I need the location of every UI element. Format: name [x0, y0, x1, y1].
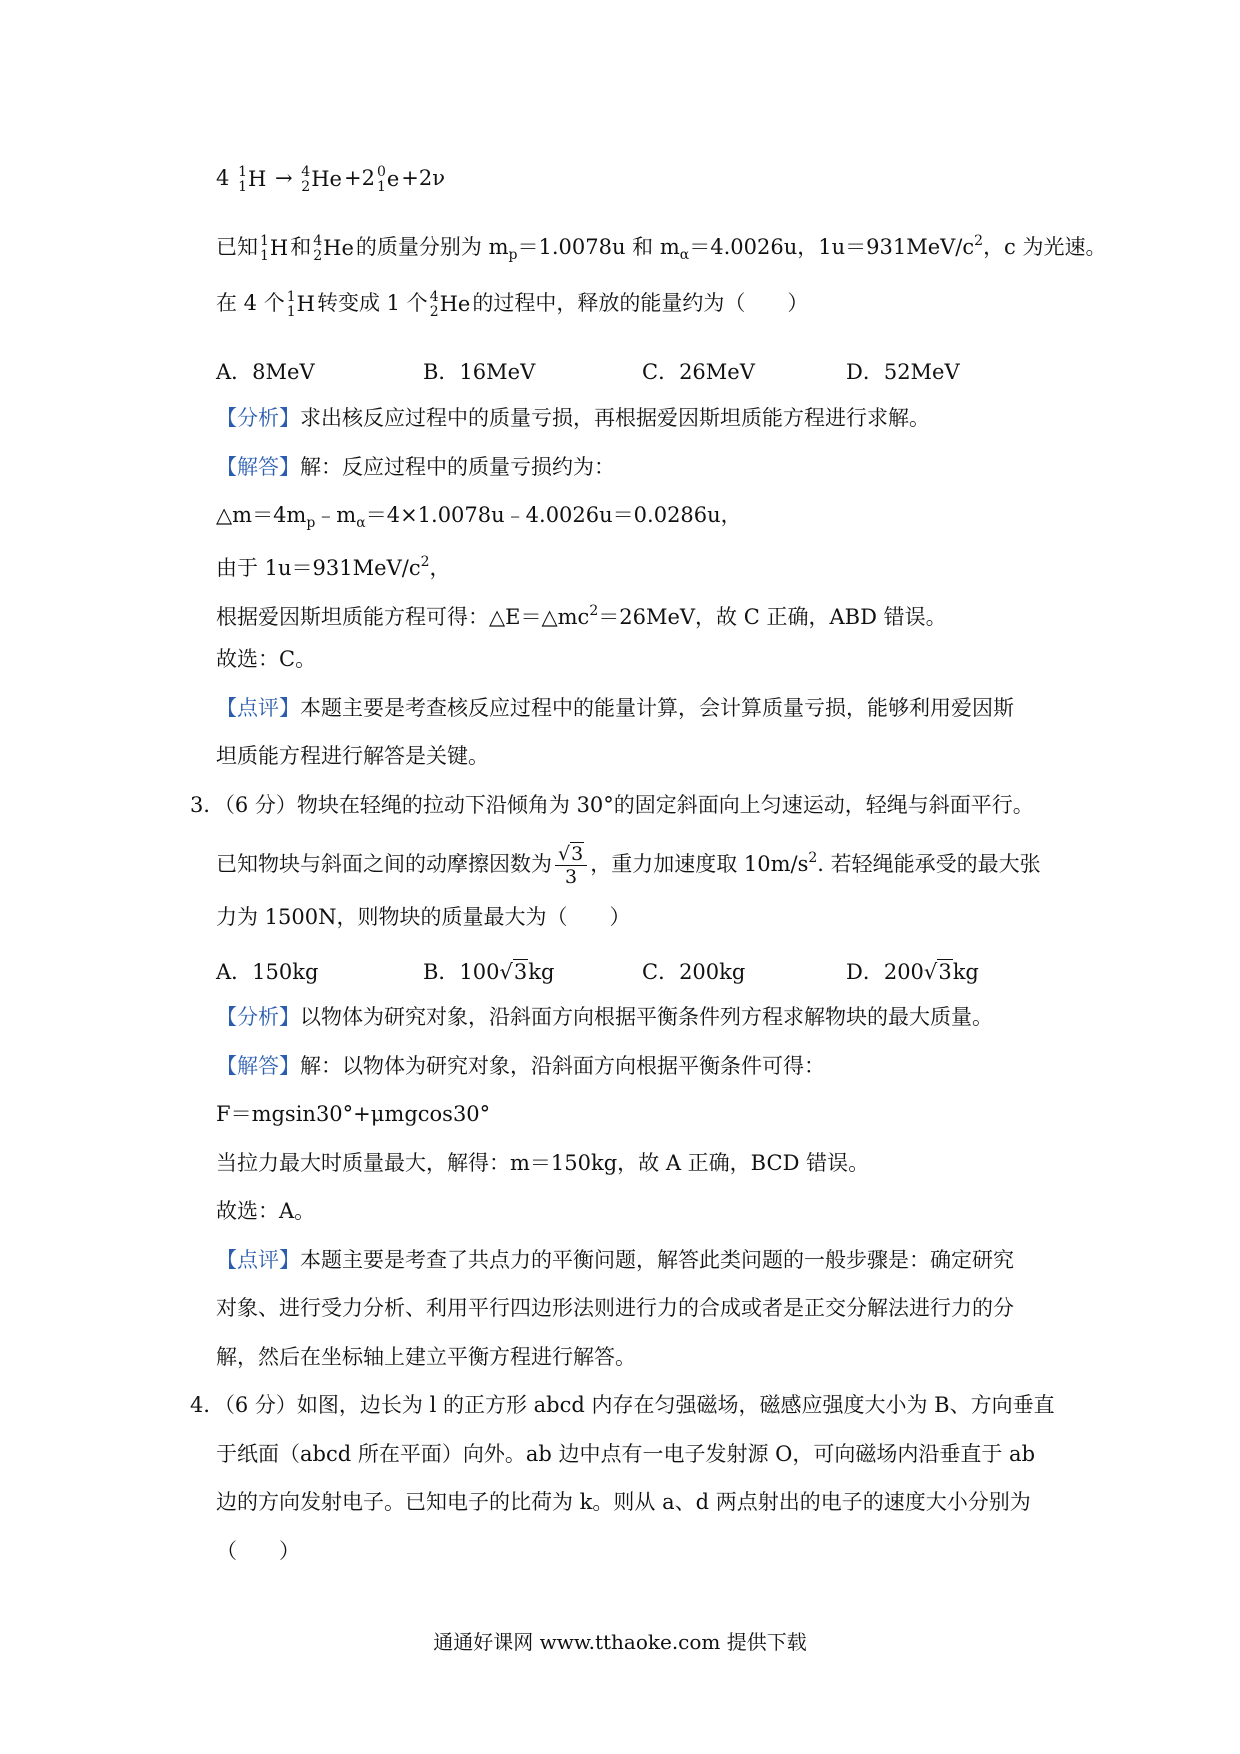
question-2-stem — [216, 288, 808, 320]
positron — [377, 164, 399, 196]
charge-number: 1 — [376, 179, 386, 196]
subscript: p — [508, 247, 518, 263]
denominator: 3 — [565, 866, 578, 888]
sqrt-sign: √ — [499, 960, 513, 984]
text: ，重力加速度取 10m/s — [590, 852, 809, 876]
text: ，c 为光速。 — [983, 235, 1107, 259]
answer-text: 解：以物体为研究对象，沿斜面方向根据平衡条件可得： — [300, 1054, 825, 1078]
radicand: 3 — [571, 843, 584, 865]
answer-2 — [216, 452, 615, 482]
option-c: C．200kg — [642, 960, 746, 984]
comment-3 — [216, 1245, 1014, 1275]
superscript: 2 — [589, 603, 599, 619]
text: 由于 1u＝931MeV/c — [216, 556, 421, 580]
analysis-3 — [216, 1002, 993, 1032]
question-4-line-1: 4．（6 分）如图，边长为 l 的正方形 abcd 内存在匀强磁场，磁感应强度大小为 B、方向垂直 — [190, 1393, 1055, 1417]
comment-2 — [216, 693, 1014, 723]
text: △m＝4m — [216, 503, 307, 527]
mass-number: 0 — [376, 164, 386, 181]
question-3-line-2 — [216, 843, 1041, 888]
mass-number: 1 — [286, 289, 296, 306]
text: kg — [528, 960, 555, 984]
friction-coefficient-fraction — [555, 843, 587, 888]
element-symbol: H — [247, 166, 267, 191]
option-d: D．52MeV — [846, 360, 960, 384]
comment-tag: 【点评】 — [216, 1248, 300, 1272]
nuclear-reaction-equation — [216, 163, 445, 195]
superscript: 2 — [974, 233, 984, 249]
page-footer: 通通好课网 www.tthaoke.com 提供下载 — [433, 1630, 807, 1654]
text: . 若轻绳能承受的最大张 — [817, 852, 1041, 876]
helium-isotope — [430, 289, 471, 321]
text: kg — [952, 960, 979, 984]
charge-number: 2 — [301, 179, 311, 196]
subscript: α — [356, 515, 366, 531]
text: ＝26MeV，故 C 正确，ABD 错误。 — [598, 605, 947, 629]
element-symbol: He — [311, 166, 342, 191]
text: 和 — [290, 235, 312, 259]
option-b: B．16MeV — [423, 360, 536, 384]
subscript: α — [679, 247, 690, 263]
text: B．100 — [423, 960, 500, 984]
analysis-2 — [216, 403, 930, 433]
element-symbol: H — [296, 291, 315, 316]
mass-defect-equation — [216, 500, 742, 538]
charge-number: 2 — [313, 248, 323, 265]
unit-conversion — [216, 547, 451, 583]
mass-number: 4 — [313, 233, 323, 250]
option-b — [423, 956, 554, 986]
question-4-line-4: （ ） — [216, 1539, 300, 1563]
text: 根据爱因斯坦质能方程可得：△E＝△mc — [216, 605, 590, 629]
mass-number: 1 — [260, 233, 269, 250]
coefficient: 4 — [216, 166, 230, 190]
question-3-line-3: 力为 1500N，则物块的质量最大为（ ） — [216, 905, 631, 929]
comment-text: 本题主要是考查核反应过程中的能量计算，会计算质量亏损，能够利用爱因斯 — [300, 696, 1014, 720]
element-symbol: He — [323, 235, 354, 260]
text: 的过程中，释放的能量约为（ ） — [472, 291, 809, 315]
choice-2: 故选：C。 — [216, 647, 317, 671]
option-d — [846, 956, 979, 986]
text: ＝4.0026u，1u＝931MeV/c — [689, 235, 975, 259]
element-symbol: H — [269, 235, 289, 260]
reaction-arrow: → — [275, 166, 293, 190]
energy-equation — [216, 596, 947, 632]
text: 转变成 1 个 — [316, 291, 428, 315]
hydrogen-isotope — [238, 164, 266, 196]
radicand: 3 — [938, 960, 952, 984]
force-equation: F＝mgsin30°+μmgcos30° — [216, 1102, 491, 1126]
text: D．200 — [846, 960, 924, 984]
option-a: A．8MeV — [216, 360, 315, 384]
text: 在 4 个 — [216, 291, 285, 315]
answer-3 — [216, 1051, 825, 1081]
element-symbol: e — [386, 166, 400, 191]
helium-isotope — [313, 233, 354, 265]
text: 的质量分别为 m — [355, 235, 509, 259]
answer-tag: 【解答】 — [216, 455, 300, 479]
superscript: 2 — [420, 554, 430, 570]
analysis-text: 求出核反应过程中的质量亏损，再根据爱因斯坦质能方程进行求解。 — [300, 406, 930, 430]
helium-isotope — [301, 164, 342, 196]
neutrino-term: +2ν — [401, 166, 446, 190]
mass-number: 1 — [238, 164, 247, 181]
hydrogen-isotope — [287, 289, 315, 321]
text: 已知 — [216, 235, 258, 259]
plus-term: +2 — [343, 166, 375, 190]
charge-number: 2 — [429, 304, 439, 321]
charge-number: 1 — [286, 304, 296, 321]
element-symbol: He — [439, 291, 471, 316]
text: 已知物块与斜面之间的动摩擦因数为 — [216, 852, 552, 876]
comment-2-cont: 坦质能方程进行解答是关键。 — [216, 744, 489, 768]
option-a: A．150kg — [216, 960, 319, 984]
text: ， — [429, 556, 451, 580]
mass-number: 4 — [429, 289, 439, 306]
question-3-line-1: 3．（6 分）物块在轻绳的拉动下沿倾角为 30°的固定斜面向上匀速运动，轻绳与斜面平行。 — [190, 793, 1034, 817]
charge-number: 1 — [238, 179, 247, 196]
comment-3-cont-2: 解，然后在坐标轴上建立平衡方程进行解答。 — [216, 1345, 636, 1369]
sqrt-sign: √ — [923, 960, 938, 984]
text: ﹣m — [315, 503, 357, 527]
analysis-tag: 【分析】 — [216, 1005, 300, 1029]
given-masses — [216, 226, 1107, 270]
hydrogen-isotope — [260, 233, 288, 265]
comment-text: 本题主要是考查了共点力的平衡问题，解答此类问题的一般步骤是：确定研究 — [300, 1248, 1014, 1272]
choice-3: 故选：A。 — [216, 1199, 316, 1223]
answer-tag: 【解答】 — [216, 1054, 300, 1078]
mass-number: 4 — [301, 164, 311, 181]
analysis-text: 以物体为研究对象，沿斜面方向根据平衡条件列方程求解物块的最大质量。 — [300, 1005, 993, 1029]
radicand: 3 — [513, 960, 528, 984]
analysis-tag: 【分析】 — [216, 406, 300, 430]
subscript: p — [306, 515, 316, 531]
text: ＝4×1.0078u﹣4.0026u＝0.0286u， — [365, 503, 742, 527]
superscript: 2 — [808, 850, 818, 866]
answer-text: 解：反应过程中的质量亏损约为： — [300, 455, 615, 479]
sqrt-sign: √ — [558, 843, 571, 865]
comment-tag: 【点评】 — [216, 696, 300, 720]
option-c: C．26MeV — [642, 360, 755, 384]
question-4-line-2: 于纸面（abcd 所在平面）向外。ab 边中点有一电子发射源 O，可向磁场内沿垂直于 ab — [216, 1442, 1036, 1466]
text: ＝1.0078u 和 m — [517, 235, 680, 259]
charge-number: 1 — [260, 248, 269, 265]
question-4-line-3: 边的方向发射电子。已知电子的比荷为 k。则从 a、d 两点射出的电子的速度大小分别为 — [216, 1490, 1031, 1514]
comment-3-cont-1: 对象、进行受力分析、利用平行四边形法则进行力的合成或者是正交分解法进行力的分 — [216, 1296, 1014, 1320]
mass-solution: 当拉力最大时质量最大，解得：m＝150kg，故 A 正确，BCD 错误。 — [216, 1151, 870, 1175]
